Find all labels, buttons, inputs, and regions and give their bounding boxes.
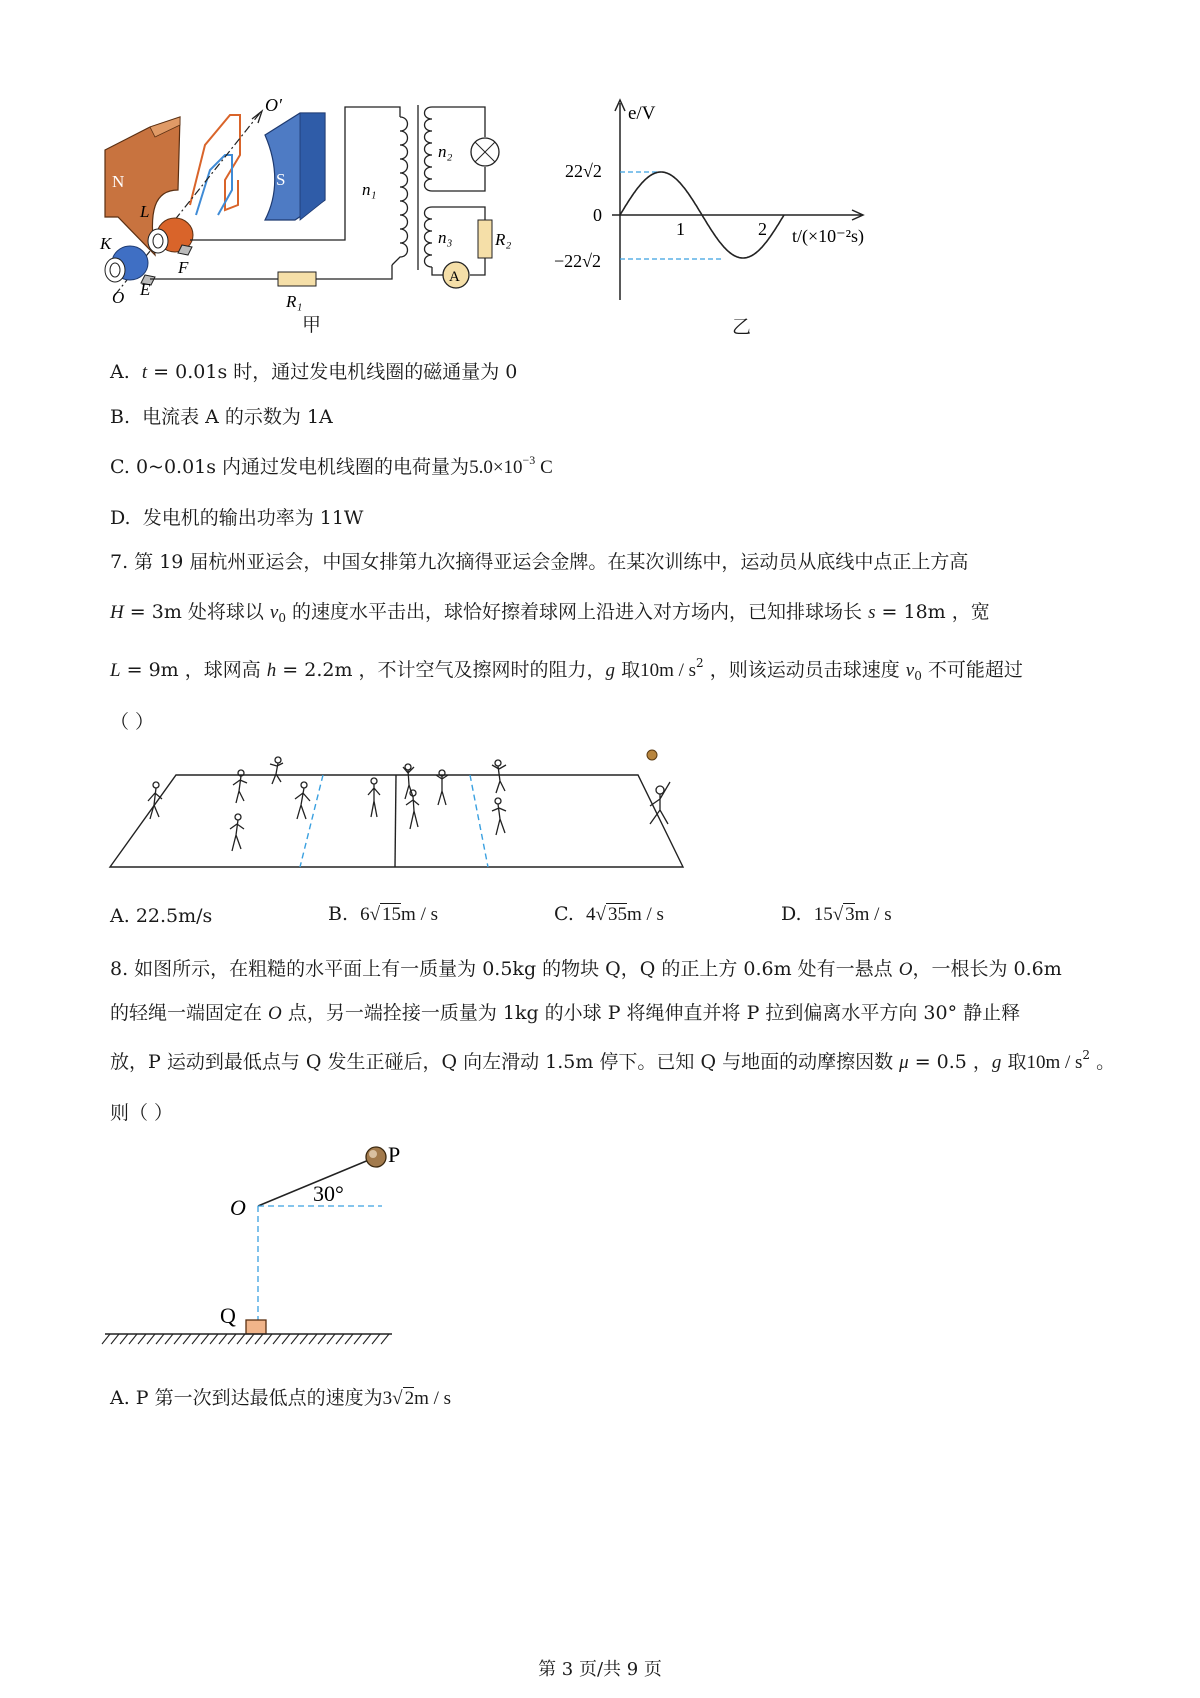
l-label: L xyxy=(140,202,150,221)
ground-hatch xyxy=(246,1334,254,1344)
q7-option-d: D. 15√ 3m / s xyxy=(781,903,892,925)
o-pivot-label: O xyxy=(230,1195,246,1220)
q8-line-4: 则（ ） xyxy=(110,1102,174,1124)
s-label: S xyxy=(276,170,286,189)
chart-origin-label: 0 xyxy=(593,205,602,225)
n3-label: n₃ xyxy=(438,228,453,247)
ground-hatch xyxy=(264,1334,272,1344)
ball-p xyxy=(366,1147,386,1167)
chart-ytick-neg: −22√2 xyxy=(554,251,602,271)
ground-hatch xyxy=(282,1334,290,1344)
ammeter-label: A xyxy=(449,269,460,285)
q8-line-1: 8. 如图所示，在粗糙的水平面上有一质量为 0.5kg 的物块 Q，Q 的正上方 0.6m 处有一悬点 O，一根长为 0.6m xyxy=(110,958,1062,980)
o-prime-label: O′ xyxy=(265,95,282,115)
ground-hatch xyxy=(228,1334,236,1344)
q7-option-a: A. 22.5m/s xyxy=(110,905,213,927)
ground-hatch xyxy=(111,1334,119,1344)
q8-line-3: 放，P 运动到最低点与 Q 发生正碰后，Q 向左滑动 1.5m 停下。已知 Q 与地面的动摩擦因数 μ = 0.5 ，g 取$10m / s^2$ 。 xyxy=(110,1048,1116,1073)
net xyxy=(395,775,396,867)
ground-hatch xyxy=(318,1334,326,1344)
ground-hatch xyxy=(255,1334,263,1344)
ground-hatch xyxy=(165,1334,173,1344)
n1-label: n₁ xyxy=(362,180,377,199)
ground-hatch xyxy=(345,1334,353,1344)
e-label: E xyxy=(140,280,151,299)
ground-hatch xyxy=(381,1334,389,1344)
q7-option-c: C. 4√ 35m / s xyxy=(554,903,664,925)
q6-option-b: B. 电流表 A 的示数为 1A xyxy=(110,406,333,428)
ground-hatch xyxy=(309,1334,317,1344)
chart-ylabel: e/V xyxy=(628,103,656,124)
block-q xyxy=(246,1320,266,1334)
ground-hatch xyxy=(102,1334,110,1344)
ground-hatch xyxy=(300,1334,308,1344)
q7-line-3: L = 9m ，球网高 h = 2.2m ，不计空气及擦网时的阻力，g 取$10m / s^2$ ，则该运动员击球速度 $v_0$ 不可能超过 xyxy=(110,656,1023,683)
chart-ytick-pos: 22√2 xyxy=(565,161,602,181)
players xyxy=(148,757,670,851)
r1-resistor xyxy=(278,272,316,286)
ground-hatch xyxy=(372,1334,380,1344)
ground-hatch xyxy=(219,1334,227,1344)
q7-option-b: B. 6√ 15m / s xyxy=(328,903,438,925)
q7-line-1: 7. 第 19 届杭州亚运会，中国女排第九次摘得亚运会金牌。在某次训练中，运动员从底线中点正上方高 xyxy=(110,551,969,573)
ground-hatch xyxy=(129,1334,137,1344)
q6-option-c: C. 0~0.01s 内通过发电机线圈的电荷量为$5.0\times 10^{-3}$ C xyxy=(110,453,553,478)
angle-label: 30° xyxy=(313,1181,344,1206)
f-label: F xyxy=(178,258,189,277)
ball xyxy=(647,750,657,760)
ground-hatch xyxy=(327,1334,335,1344)
q8-option-a: A. P 第一次到达最低点的速度为3√ 2m / s xyxy=(110,1387,452,1409)
ground-hatch xyxy=(138,1334,146,1344)
ground-hatch xyxy=(147,1334,155,1344)
volleyball-court-figure xyxy=(108,745,708,870)
ground-hatch xyxy=(192,1334,200,1344)
ground-hatch xyxy=(291,1334,299,1344)
ground-hatch xyxy=(354,1334,362,1344)
attack-line-right xyxy=(470,775,488,867)
generator-transformer-figure xyxy=(100,95,520,345)
chart-xtick-1: 1 xyxy=(676,219,685,239)
page-footer: 第 3 页/共 9 页 xyxy=(538,1659,662,1680)
chart-xtick-2: 2 xyxy=(758,219,767,239)
q-label: Q xyxy=(220,1303,236,1328)
p-label: P xyxy=(388,1142,401,1167)
emf-sine-chart xyxy=(554,95,880,305)
pendulum-figure xyxy=(100,1140,420,1350)
ground-hatch xyxy=(174,1334,182,1344)
q7-line-2: H = 3m 处将球以 $v_0$ 的速度水平击出，球恰好擦着球网上沿进入对方场内，已知排球场长 s = 18m ，宽 xyxy=(110,601,990,625)
ground-hatch xyxy=(336,1334,344,1344)
ground-hatch xyxy=(156,1334,164,1344)
primary-coil xyxy=(392,117,408,265)
ground-hatch xyxy=(363,1334,371,1344)
ground-hatch xyxy=(120,1334,128,1344)
r1-label: R₁ xyxy=(286,292,303,311)
r2-label: R₂ xyxy=(495,230,512,249)
r2-resistor xyxy=(478,220,492,258)
figure-jia-caption: 甲 xyxy=(302,314,322,336)
ground-hatch xyxy=(273,1334,281,1344)
q7-answer-bracket: （ ） xyxy=(110,711,155,733)
ground-hatch xyxy=(201,1334,209,1344)
n2-label: n₂ xyxy=(438,142,453,161)
n-label: N xyxy=(112,172,125,191)
ground-hatch xyxy=(183,1334,191,1344)
q8-line-2: 的轻绳一端固定在 O 点，另一端拴接一质量为 1kg 的小球 P 将绳伸直并将 P 拉到偏离水平方向 30° 静止释 xyxy=(110,1002,1021,1024)
q6-option-a: A. t = 0.01s 时，通过发电机线圈的磁通量为 0 xyxy=(110,361,518,383)
o-label: O xyxy=(112,288,125,307)
ground-hatch xyxy=(210,1334,218,1344)
ground-hatch xyxy=(237,1334,245,1344)
figure-yi-caption: 乙 xyxy=(732,316,752,338)
q6-option-d: D. 发电机的输出功率为 11W xyxy=(110,507,364,529)
chart-xlabel: t/(×10⁻²s) xyxy=(792,226,865,246)
k-label: K xyxy=(100,234,112,253)
